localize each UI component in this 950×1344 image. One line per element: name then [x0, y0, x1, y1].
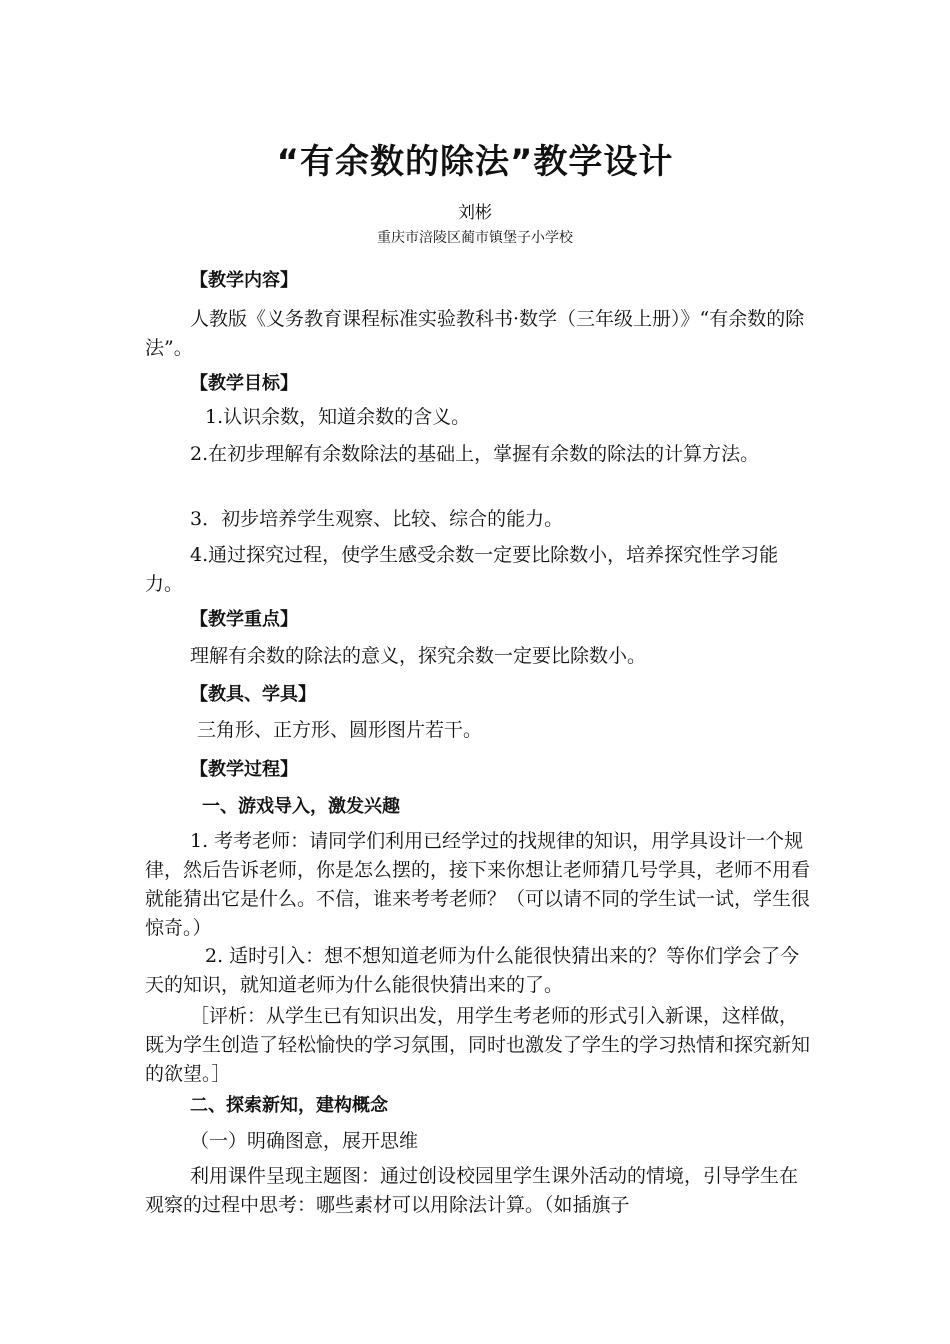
goal-item-4: 4.通过探究过程，使学生感受余数一定要比除数小，培养探究性学习能力。	[145, 544, 779, 595]
tools-text: 三角形、正方形、圆形图片若干。	[197, 719, 483, 741]
school-name: 重庆市涪陵区蔺市镇堡子小学校	[377, 230, 573, 246]
section2-paragraph-1: 利用课件呈现主题图：通过创设校园里学生课外活动的情境，引导学生在观察的过程中思考：哪些素材可以用除法计算。（如插旗子	[145, 1165, 799, 1216]
goal-item-2: 2.在初步理解有余数除法的基础上，掌握有余数的除法的计算方法。	[190, 443, 760, 465]
key-points-heading: 【教学重点】	[190, 609, 298, 630]
key-points-text: 理解有余数的除法的意义，探究余数一定要比除数小。	[190, 645, 647, 667]
section1-paragraph-2: 2. 适时引入：想不想知道老师为什么能很快猜出来的？等你们学会了今天的知识，就知道老师为什么能很快猜出来的了。	[145, 945, 800, 996]
document-title: “有余数的除法”教学设计	[276, 142, 674, 182]
process-heading: 【教学过程】	[190, 759, 298, 780]
goals-heading: 【教学目标】	[190, 373, 298, 394]
content-text: 人教版《义务教育课程标准实验教科书·数学（三年级上册）》“有余数的除法”。	[145, 308, 805, 359]
goal-item-3: 3．初步培养学生观察、比较、综合的能力。	[190, 508, 564, 530]
section2-subheading: （一）明确图意，展开思维	[190, 1130, 419, 1152]
goal-item-1: 1.认识余数，知道余数的含义。	[205, 406, 471, 428]
section1-paragraph-1: 1. 考考老师：请同学们利用已经学过的找规律的知识，用学具设计一个规律，然后告诉老师，你是怎么摆的，接下来你想让老师猜几号学具，老师不用看就能猜出它是什么。不信，谁来考考老师？（可以请不同的学生试一试，学生很惊奇。）	[145, 830, 811, 939]
section1-heading: 一、游戏导入，激发兴趣	[202, 796, 400, 817]
author-name: 刘彬	[458, 203, 492, 223]
tools-heading: 【教具、学具】	[190, 684, 316, 705]
section1-comment: ［评析：从学生已有知识出发，用学生考老师的形式引入新课，这样做，既为学生创造了轻松愉快的学习氛围，同时也激发了学生的学习热情和探究新知的欲望。］	[145, 1005, 811, 1085]
section2-heading: 二、探索新知，建构概念	[190, 1095, 388, 1116]
content-heading: 【教学内容】	[190, 270, 298, 291]
